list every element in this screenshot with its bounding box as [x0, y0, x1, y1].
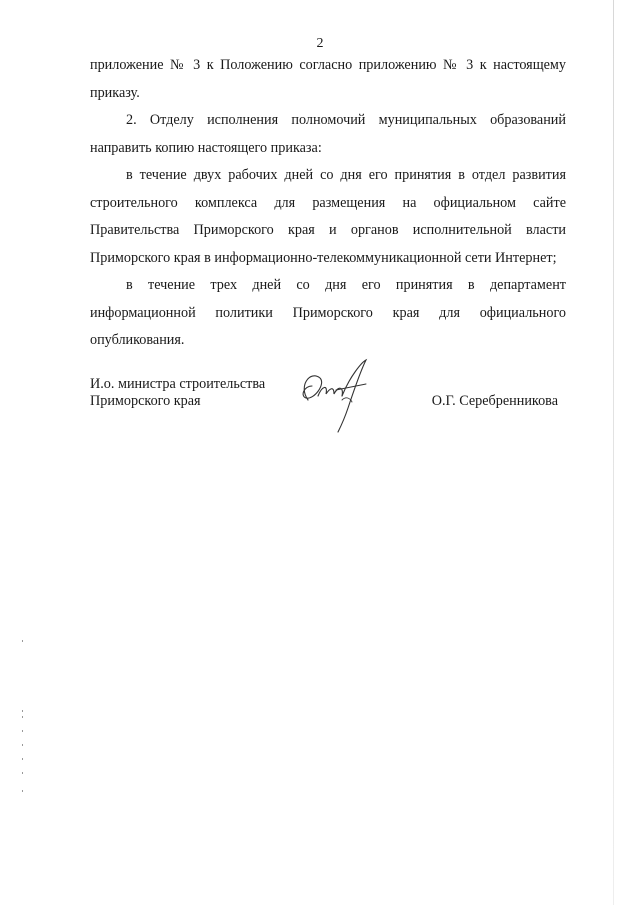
paragraph-appendix-continuation: приложение № 3 к Положению согласно приложению № 3 к настоящему приказу. [90, 57, 566, 101]
signatory-title [90, 376, 265, 410]
paragraph-item-2: 2. Отделу исполнения полномочий муниципальных образований направить копию настоящего приказа: [90, 112, 566, 156]
page-number: 2 [316, 36, 324, 51]
handwritten-signature [290, 356, 380, 436]
signatory-title-line-1: И.о. министра строительства [90, 376, 266, 392]
paragraph-subitem-publication: в течение трех дней со дня его принятия в департамент информационной политики Приморского края для официального опубликования. [90, 277, 566, 348]
signatory-title-line-2: Приморского края [90, 393, 201, 409]
scan-artifact-dots [22, 640, 25, 800]
signatory-name: О.Г. Серебренникова [431, 393, 558, 409]
paragraph-subitem-website: в течение двух рабочих дней со дня его принятия в отдел развития строительного комплекса для размещения на официальном сайте Правительства Приморского края и органов исполнительной власти Приморского края в информационно-телекоммуникационной сети Интернет; [90, 167, 566, 266]
signature-block [90, 376, 566, 446]
scan-edge-line [613, 0, 614, 905]
document-body [90, 52, 566, 355]
